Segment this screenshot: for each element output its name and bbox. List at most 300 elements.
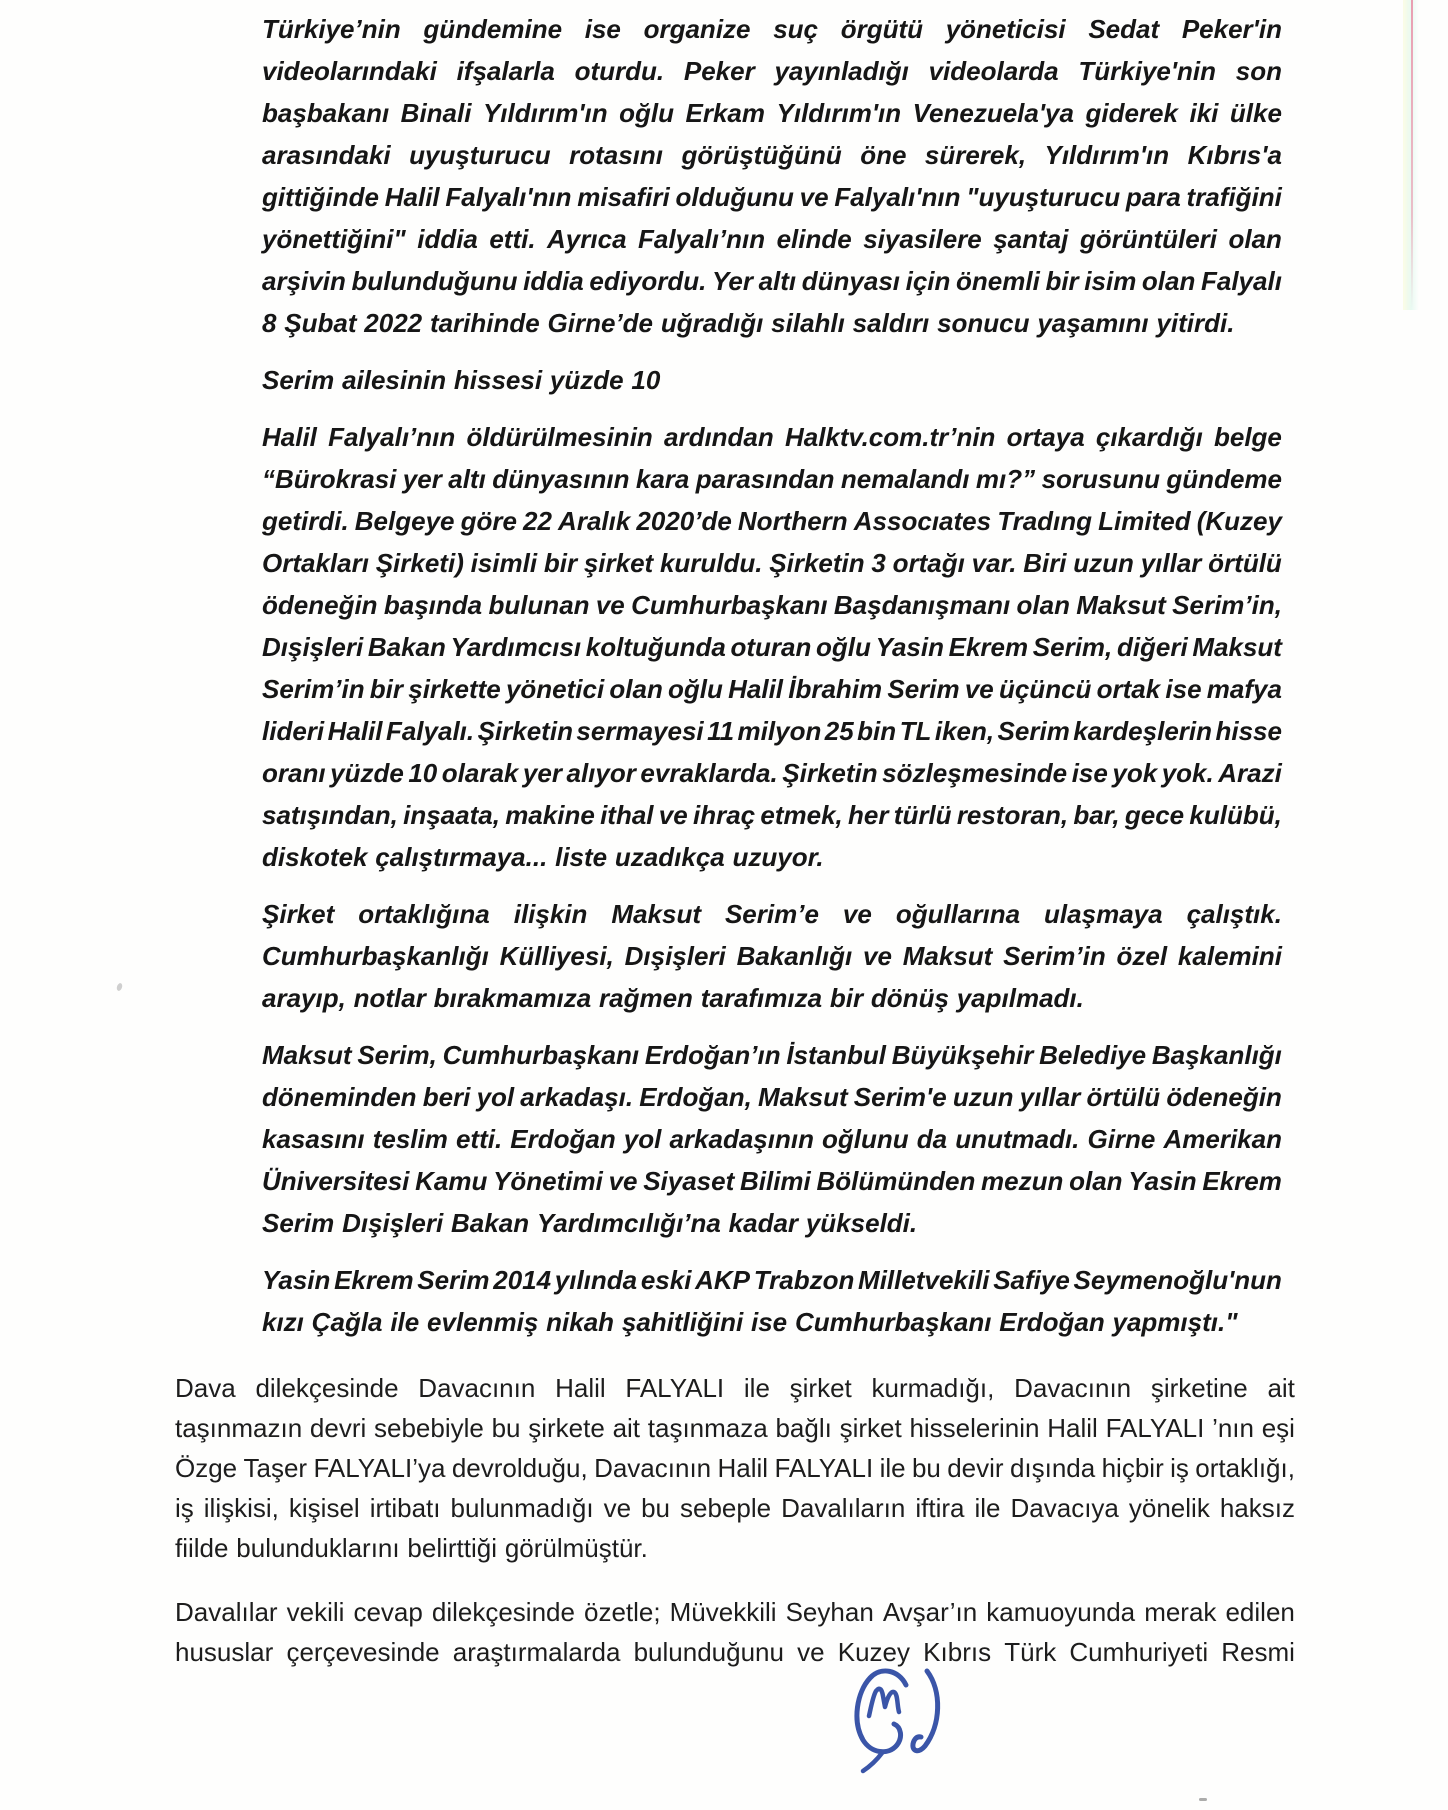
word: kasasını (262, 1123, 365, 1154)
signature-stroke (913, 1671, 938, 1751)
word: fiilde (175, 1532, 229, 1563)
word: rotasını (569, 139, 664, 170)
word: oğlunu (822, 1123, 909, 1154)
word: Yasin (262, 1264, 331, 1295)
word: tarihinde (429, 307, 540, 338)
word: mı?” (975, 463, 1036, 494)
word: oğlu (816, 631, 871, 662)
quote-paragraph (262, 893, 1282, 1019)
word: iş (175, 1492, 194, 1523)
word: Cumhurbaşkanı (631, 589, 828, 620)
word: Şirket (262, 898, 335, 929)
word: şirket (839, 1412, 902, 1443)
word: bu (491, 1412, 521, 1443)
word: Erdoğan’ın (644, 1039, 781, 1070)
word: Dışişleri (262, 631, 364, 662)
word: şirket (583, 547, 654, 578)
word: göre (460, 505, 517, 536)
word: saldırı (852, 307, 930, 338)
word: bulunan (488, 589, 590, 620)
word: başbakanı (262, 97, 390, 128)
word: yıllar (1019, 1081, 1081, 1112)
text-line (262, 1076, 1282, 1118)
word: lideri (262, 715, 325, 746)
word: Serim’in, (1172, 589, 1282, 620)
word: Taşer (243, 1452, 308, 1483)
scan-edge-pink-line (1411, 0, 1413, 308)
word: ortak (1096, 673, 1161, 704)
word: Davacının (594, 1452, 712, 1483)
word: Girne (1087, 1123, 1156, 1154)
word: ve (863, 940, 892, 971)
word: yok (1112, 757, 1158, 788)
word: uzuyor. (732, 841, 824, 872)
word: tarafımıza (700, 982, 823, 1013)
word: uzadıkça (614, 841, 725, 872)
word: Dışişleri (342, 1207, 444, 1238)
word: isim (1084, 265, 1137, 296)
word: yöneticisi (945, 13, 1066, 44)
word: Özge (175, 1452, 238, 1483)
word: haksız (1219, 1492, 1295, 1523)
word: Binali (400, 97, 472, 128)
word: altı (448, 463, 486, 494)
signature (836, 1663, 950, 1775)
text-line (175, 1528, 1295, 1568)
word: şahitliğini (621, 1306, 744, 1337)
text-line (262, 1034, 1282, 1076)
word: Falyalı'nın (834, 181, 961, 212)
text-line (175, 1592, 1295, 1632)
word: ulaşmaya (1044, 898, 1163, 929)
text-line (262, 1160, 1282, 1202)
word: suç (773, 13, 819, 44)
word: Yıldırım'ın (776, 97, 902, 128)
word: yayınladığı (774, 55, 909, 86)
text-line (175, 1488, 1295, 1528)
word: uzun (952, 1081, 1014, 1112)
word: Davacının (1014, 1372, 1132, 1403)
text-line (262, 8, 1282, 50)
word: Türk (1004, 1636, 1057, 1667)
word: 2014 (493, 1264, 552, 1295)
word: Erdoğan (510, 1123, 616, 1154)
word: ve (964, 673, 994, 704)
word: etti. (489, 223, 536, 254)
word: Maksut (611, 898, 701, 929)
body-paragraph (175, 1592, 1295, 1672)
text-line (262, 977, 1282, 1019)
word: Falyalı (1200, 265, 1282, 296)
text-line (262, 218, 1282, 260)
word: alıyor (566, 757, 636, 788)
word: Bakan (367, 631, 446, 662)
word: ise (1071, 757, 1108, 788)
word: arşivin (262, 265, 346, 296)
word: Falyalı’nın (637, 223, 766, 254)
word: Yasin (875, 631, 944, 662)
court-text-block (175, 1368, 1295, 1696)
word: oğlu (668, 673, 723, 704)
word: Şirketin (477, 715, 573, 746)
word: Bakan (451, 1207, 530, 1238)
word: kadar (728, 1207, 799, 1238)
word: sonucu (937, 307, 1030, 338)
word: misafiri (577, 181, 670, 212)
word: elinde (776, 223, 852, 254)
word: özetle; (584, 1596, 661, 1627)
word: belge (1213, 421, 1282, 452)
word: üçüncü (998, 673, 1092, 704)
word: edilen (1225, 1596, 1295, 1627)
word: Kuzey (837, 1636, 911, 1667)
word: beri (422, 1081, 471, 1112)
word: bulunduğunu (351, 265, 518, 296)
word: şirkette (408, 673, 501, 704)
word: önemli (956, 265, 1040, 296)
word: çalıştırmaya... (375, 841, 548, 872)
word: Siyaset (643, 1165, 735, 1196)
word: Türkiye'nin (1078, 55, 1217, 86)
word: Northern (737, 505, 848, 536)
text-line (262, 302, 1282, 344)
word: 25 (824, 715, 854, 746)
word: Amerikan (1163, 1123, 1282, 1154)
word: kara (635, 463, 690, 494)
word: videolarındaki (262, 55, 437, 86)
word: Halil (384, 181, 440, 212)
word: Serim’in (262, 673, 365, 704)
word: olarak (441, 757, 519, 788)
word: taşınmaza (647, 1412, 768, 1443)
word: başında (383, 589, 483, 620)
word: görüştüğünü (681, 139, 842, 170)
word: Limited (1098, 505, 1191, 536)
text-line (262, 1259, 1282, 1301)
word: Cumhurbaşkanı (442, 1039, 640, 1070)
word: FALYALI’ya (313, 1452, 446, 1483)
word: kalemini (1177, 940, 1282, 971)
word: “Bürokrasi (262, 463, 397, 494)
word: ile (743, 1372, 770, 1403)
word: AKP (695, 1264, 751, 1295)
word: uğradığı (660, 307, 764, 338)
word: bulunduklarını (236, 1532, 400, 1563)
word: uzun (1073, 547, 1134, 578)
word: Kıbrıs (923, 1636, 992, 1667)
word: Yardımcılığı’na (536, 1207, 721, 1238)
word: Kıbrıs'a (1187, 139, 1282, 170)
word: ardından (663, 421, 774, 452)
word: inşaata, (403, 799, 500, 830)
word: Belediye (1039, 1039, 1147, 1070)
word: ödeneğin (262, 589, 378, 620)
word: hissesi (453, 364, 543, 395)
word: ülke (1229, 97, 1282, 128)
word: sebebiyle (374, 1412, 484, 1443)
word: ve (842, 898, 872, 929)
word: ve (608, 1165, 638, 1196)
word: getirdi. (262, 505, 349, 536)
word: bir (369, 673, 404, 704)
word: Serim (417, 1264, 490, 1295)
word: 11 (707, 715, 735, 746)
word: yok. (1161, 757, 1214, 788)
text-line (262, 668, 1282, 710)
word: Cumhurbaşkanı (794, 1306, 992, 1337)
word: her (848, 799, 889, 830)
word: TL (899, 715, 932, 746)
word: Bakanlığı (736, 940, 853, 971)
word: Başdanışmanı (833, 589, 1011, 620)
signature-stroke (869, 1689, 899, 1716)
text-line (262, 710, 1282, 752)
word: oğullarına (895, 898, 1021, 929)
word: Safiye (993, 1264, 1070, 1295)
word: Halil (717, 1452, 769, 1483)
word: oranı (262, 757, 326, 788)
quote-paragraph (262, 1259, 1282, 1343)
word: iki (1189, 97, 1219, 128)
word: olduğunu (675, 181, 794, 212)
word: isimli (470, 547, 538, 578)
word: merak (1144, 1596, 1217, 1627)
word: milyon (737, 715, 822, 746)
text-line (262, 1301, 1282, 1343)
word: kardeşlerin (1073, 715, 1213, 746)
word: dünyası (801, 265, 901, 296)
word: yer (402, 463, 442, 494)
word: Seyhan (785, 1596, 874, 1627)
word: yer (522, 757, 562, 788)
word: ve (595, 589, 625, 620)
word: Davalıların (781, 1492, 906, 1523)
word: Başkanlığı (1151, 1039, 1282, 1070)
scan-edge-artifact (1403, 0, 1419, 310)
word: hisse (1215, 715, 1282, 746)
word: öldürülmesinin (466, 421, 653, 452)
word: evraklarda. (640, 757, 778, 788)
word: örtülü (1208, 547, 1282, 578)
word: ithal (600, 799, 654, 830)
word: türlü (893, 799, 952, 830)
word: Serim, (357, 1039, 437, 1070)
word: Sedat (1088, 13, 1160, 44)
word: ile (974, 1492, 1001, 1523)
word: Ekrem (1202, 1165, 1282, 1196)
word: Halil (1047, 1412, 1098, 1443)
word: yönetici (505, 673, 605, 704)
word: İstanbul (786, 1039, 887, 1070)
word: iş (1170, 1452, 1189, 1483)
text-line (262, 500, 1282, 542)
word: Yıldırım'ın (1044, 139, 1170, 170)
word: İbrahim (788, 673, 883, 704)
word: Müvekkili (669, 1596, 777, 1627)
text-line (262, 935, 1282, 977)
word: dilekçesinde (431, 1596, 575, 1627)
word: oturan (730, 631, 812, 662)
word: Seymenoğlu'nun (1073, 1264, 1282, 1295)
word: örtülü (1086, 1081, 1161, 1112)
word: ait (1267, 1372, 1295, 1403)
word: da (916, 1123, 948, 1154)
word: 3 (871, 547, 886, 578)
word: ailesinin (342, 364, 447, 395)
word: çerçevesinde (286, 1636, 440, 1667)
word: ve (658, 799, 688, 830)
word: Milletvekili (858, 1264, 990, 1295)
word: sebeple (680, 1492, 772, 1523)
word: hususlar (175, 1636, 274, 1667)
word: Ayrıca (547, 223, 627, 254)
word: sorusunu (1041, 463, 1161, 494)
text-line (262, 260, 1282, 302)
word: olan (609, 673, 663, 704)
word: makine (505, 799, 595, 830)
word: iken, (934, 715, 995, 746)
word: taşınmazın (175, 1412, 303, 1443)
word: mezun (981, 1165, 1064, 1196)
word: ise (751, 1306, 788, 1337)
scan-speck (1199, 1798, 1207, 1801)
word: bulunduğunu (633, 1636, 784, 1667)
word: Halil (327, 715, 383, 746)
word: Peker (683, 55, 755, 86)
word: diskotek (262, 841, 368, 872)
word: yılında (554, 1264, 638, 1295)
word: sermayesi (576, 715, 704, 746)
word: ortaya (1006, 421, 1085, 452)
word: Kamu (415, 1165, 488, 1196)
text-line (262, 626, 1282, 668)
word: yapmıştı." (1112, 1306, 1238, 1337)
quote-paragraph (262, 416, 1282, 878)
word: bar, (1073, 799, 1120, 830)
word: yaşamını (1037, 307, 1149, 338)
signature-stroke (863, 1753, 882, 1771)
word: Maksut (262, 1039, 352, 1070)
word: iddia (417, 223, 478, 254)
text-line (262, 893, 1282, 935)
word: ortağı (892, 547, 965, 578)
word: FALYALI (774, 1452, 874, 1483)
word: Şirketin (769, 547, 865, 578)
word: Serim’in (1003, 940, 1106, 971)
word: olan (1016, 589, 1070, 620)
word: FALYALI (1105, 1412, 1205, 1443)
scan-speck (116, 982, 123, 991)
word: Belgeye (354, 505, 455, 536)
word: ait (612, 1412, 641, 1443)
word: yüzde (330, 757, 404, 788)
word: dönüş (870, 982, 949, 1013)
word: mafya (1206, 673, 1282, 704)
word: Maksut (758, 1081, 848, 1112)
word: Erkam (685, 97, 765, 128)
word: arkadaşının (669, 1123, 814, 1154)
word: para (1125, 181, 1181, 212)
word: olan (1228, 223, 1282, 254)
word: ile (879, 1452, 906, 1483)
word: siyasilere (863, 223, 982, 254)
word: oturdu. (574, 55, 665, 86)
word: Serim, (1032, 631, 1113, 662)
word: sözleşmesinde (882, 757, 1068, 788)
word: Davacının (418, 1372, 536, 1403)
word: unutmadı. (955, 1123, 1080, 1154)
word: bir (543, 547, 578, 578)
word: Resmi (1221, 1636, 1295, 1667)
text-line (175, 1448, 1295, 1488)
word: Dava (175, 1372, 236, 1403)
word: Türkiye’nin (262, 13, 401, 44)
text-line (175, 1408, 1295, 1448)
word: Cumhurbaşkanlığı (262, 940, 489, 971)
word: olan (1141, 265, 1196, 296)
word: iftira (915, 1492, 965, 1523)
word: son (1235, 55, 1282, 86)
word: arasındaki (262, 139, 391, 170)
word: devir (947, 1452, 1004, 1483)
word: kızı (262, 1306, 304, 1337)
word: Ekrem (948, 631, 1029, 662)
word: gece (1124, 799, 1185, 830)
word: kulübü, (1189, 799, 1282, 830)
word: Bilimi (739, 1165, 811, 1196)
quote-paragraph (262, 8, 1282, 344)
word: Halil (555, 1372, 606, 1403)
word: Şirketin (782, 757, 878, 788)
word: arkadaşı. (520, 1081, 634, 1112)
word: nemalandı (840, 463, 970, 494)
word: yol (623, 1123, 662, 1154)
word: Yasin (1128, 1165, 1197, 1196)
word: gündemine (423, 13, 563, 44)
word: ise (584, 13, 621, 44)
word: ödeneğin (1166, 1081, 1282, 1112)
word: bağlı (775, 1412, 832, 1443)
text-line (262, 92, 1282, 134)
word: Külliyesi, (499, 940, 614, 971)
word: Venezuela'ya (912, 97, 1074, 128)
word: hiçbir (1101, 1452, 1164, 1483)
word: yükseldi. (805, 1207, 918, 1238)
word: devrolduğu, (451, 1452, 588, 1483)
word: yitirdi. (1156, 307, 1235, 338)
word: ediyordu. (589, 265, 707, 296)
text-line (262, 416, 1282, 458)
word: silahlı (771, 307, 845, 338)
word: Davalılar (175, 1596, 278, 1627)
word: Erdoğan, (639, 1081, 752, 1112)
word: ortaklığına (358, 898, 490, 929)
word: eşi (1261, 1412, 1295, 1443)
word: bu (911, 1452, 941, 1483)
word: ilişkisi, (203, 1492, 279, 1523)
word: bin (857, 715, 897, 746)
word: liste (555, 841, 608, 872)
text-line (262, 542, 1282, 584)
word: Falyalı’nın (328, 421, 456, 452)
word: Yer (712, 265, 753, 296)
text-line (262, 794, 1282, 836)
word: yönettiğini" (262, 223, 406, 254)
word: Serim (262, 1207, 335, 1238)
word: hisselerinin (909, 1412, 1040, 1443)
word: çıkardığı (1095, 421, 1203, 452)
word: Cumhuriyeti (1069, 1636, 1209, 1667)
